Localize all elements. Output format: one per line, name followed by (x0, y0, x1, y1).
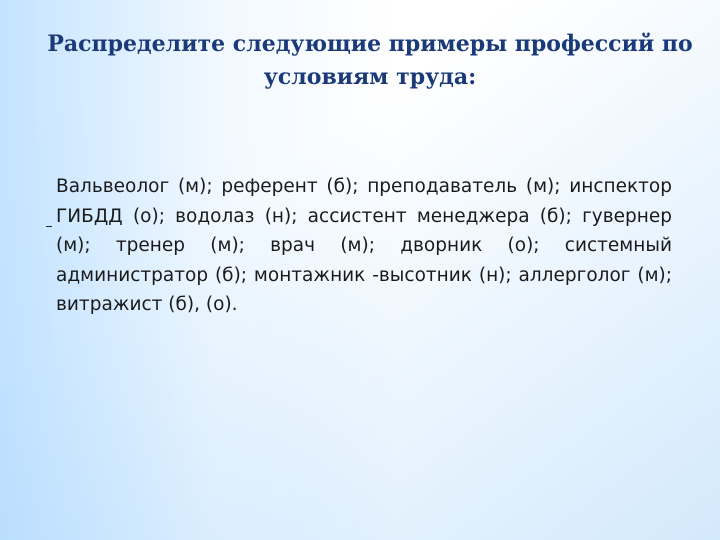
slide-title-line-1: Распределите следующие примеры профессий по (47, 31, 693, 57)
slide-title (40, 28, 700, 94)
slide-body-text: Вальвеолог (м); референт (б); преподаватель (м); инспектор ГИБДД (о); водолаз (н); ассистент менеджера (б); гувернер (м); тренер (м); врач (м); дворник (о); системный администратор (б); монтажник -высотник (н); аллерголог (м); витражист (б), (о). (56, 176, 672, 315)
bullet-dash-mark (46, 226, 52, 227)
slide-title-line-2: условиям труда: (263, 64, 477, 90)
